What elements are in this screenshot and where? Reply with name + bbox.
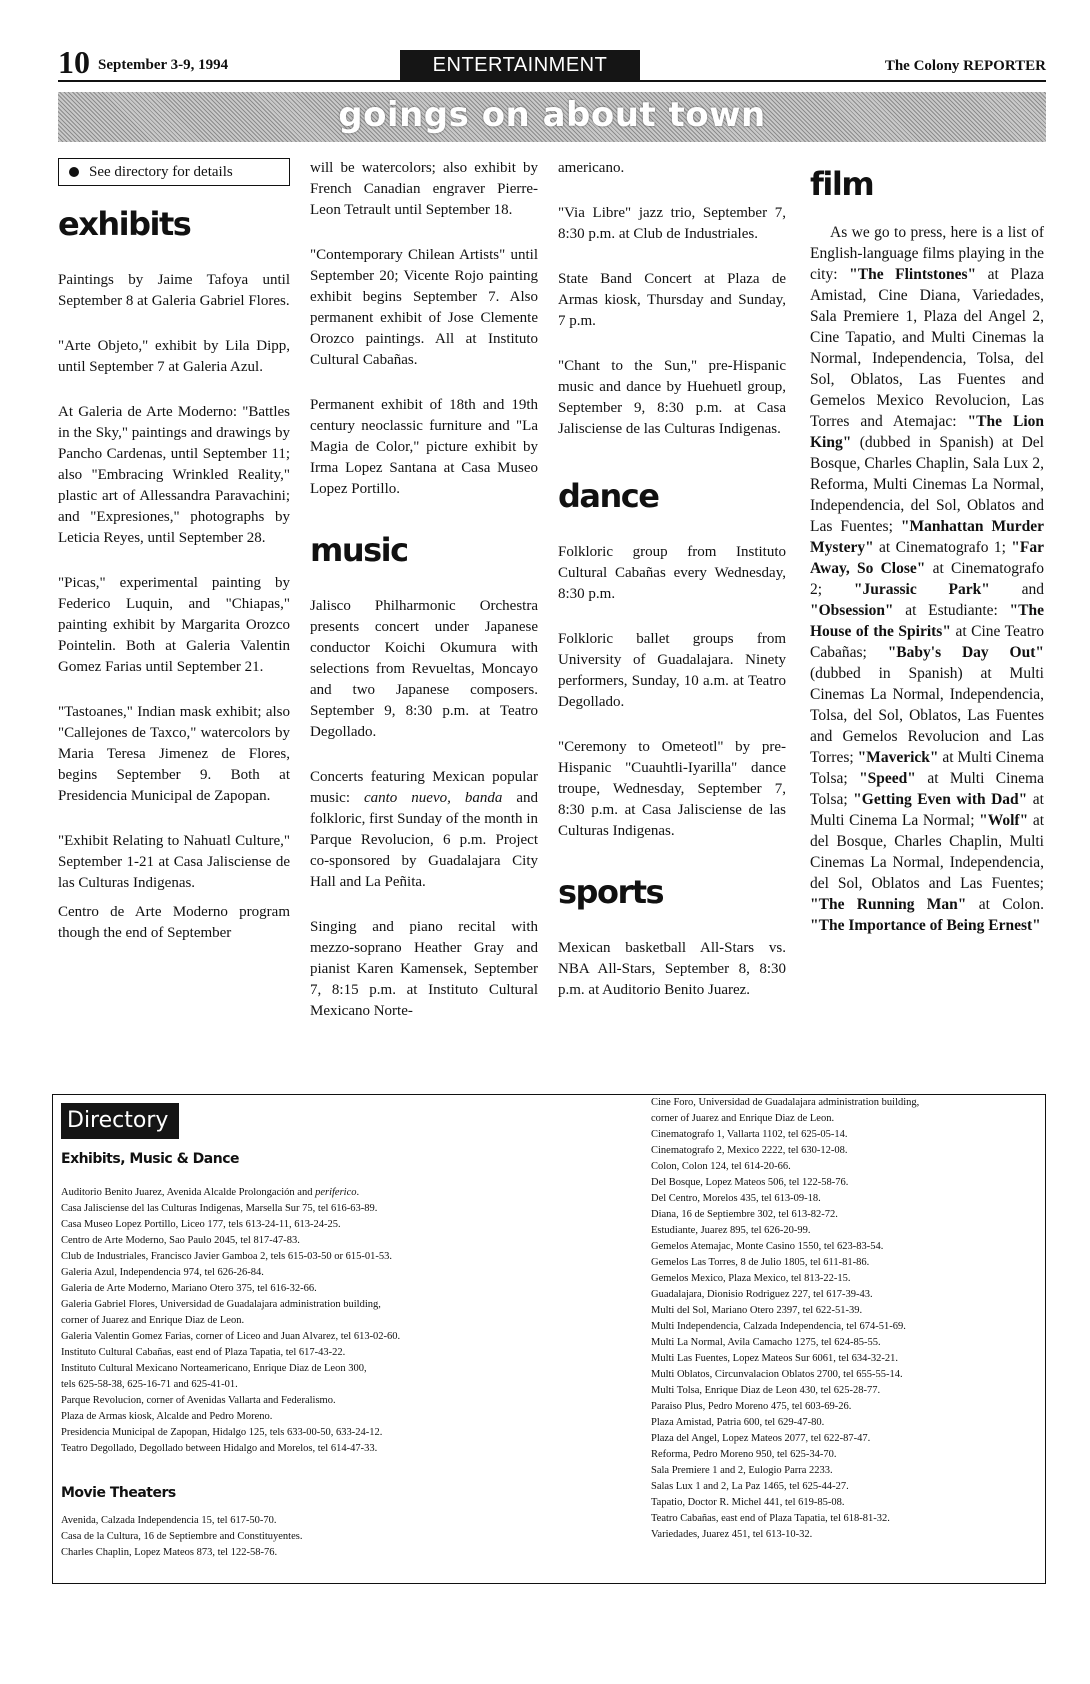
film-title: "The Flintstones" (849, 266, 977, 283)
film-title: "Manhattan Murder Mystery" (810, 518, 1044, 556)
directory-entry: Del Bosque, Lopez Mateos 506, tel 122-58-76. (651, 1177, 849, 1188)
directory-entry: Multi La Normal, Avila Camacho 1275, tel 624-85-55. (651, 1337, 881, 1348)
directory-movies-list-left (61, 1513, 641, 1561)
directory-entry: Club de Industriales, Francisco Javier Gamboa 2, tels 615-03-50 or 615-01-53. (61, 1251, 392, 1262)
music-item: Singing and piano recital with mezzo-soprano Heather Gray and pianist Karen Kamensek, September 7, 8:15 p.m. at Instituto Cultural Mexicano Norte- (310, 919, 538, 1019)
directory-entry: Plaza Amistad, Patria 600, tel 629-47-80. (651, 1417, 825, 1428)
film-text: and (989, 581, 1044, 598)
music-item: "Via Libre" jazz trio, September 7, 8:30 p.m. at Club de Industriales. (558, 205, 786, 242)
directory-entry: Multi Tolsa, Enrique Diaz de Leon 430, tel 625-28-77. (651, 1385, 881, 1396)
masthead-rule (58, 80, 1046, 82)
directory-entry: Del Centro, Morelos 435, tel 613-09-18. (651, 1193, 821, 1204)
column-film (810, 158, 1044, 960)
directory-entry: Multi Las Fuentes, Lopez Mateos Sur 6061, tel 634-32-21. (651, 1353, 899, 1364)
directory-entry: Paraiso Plus, Pedro Moreno 475, tel 603-69-26. (651, 1401, 852, 1412)
dance-item: "Ceremony to Ometeotl" by pre-Hispanic "Cuauhtli-Iyarilla" dance troupe, Wednesday, September 7, 8:30 p.m. at Casa Jalisciense de las Culturas Indigenas. (558, 739, 786, 839)
directory-subheading-movies: Movie Theaters (61, 1485, 176, 1501)
film-text: at Cinematografo 1; (873, 539, 1012, 556)
music-item: State Band Concert at Plaza de Armas kiosk, Thursday and Sunday, 7 p.m. (558, 271, 786, 329)
directory-entry: Salas Lux 1 and 2, La Paz 1465, tel 625-44-27. (651, 1481, 849, 1492)
directory-title: Directory (61, 1103, 179, 1139)
film-text: at del Bosque, Charles Chaplin, Multi Cinemas La Normal, Independencia, del Sol, Oblatos and Las Fuentes; (810, 812, 1045, 892)
directory-entry: Galeria Azul, Independencia 974, tel 626-26-84. (61, 1267, 264, 1278)
film-title: "The Running Man" (810, 896, 967, 913)
directory-entry: corner of Juarez and Enrique Diaz de Leon. (61, 1315, 245, 1326)
directory-entry: Centro de Arte Moderno, Sao Paulo 2045, tel 817-47-83. (61, 1235, 300, 1246)
directory-entry: Guadalajara, Dionisio Rodriguez 227, tel 617-39-43. (651, 1289, 873, 1300)
film-listing (810, 222, 1044, 936)
sports-item: Mexican basketball All-Stars vs. NBA All-Stars, September 8, 8:30 p.m. at Auditorio Benito Juarez. (558, 940, 786, 998)
directory-entry: Reforma, Pedro Moreno 950, tel 625-34-70. (651, 1449, 837, 1460)
music-item: "Chant to the Sun," pre-Hispanic music and dance by Huehuetl group, September 9, 8:30 p.m. at Casa Jalisciense de las Culturas Indigenas. (558, 358, 786, 437)
exhibit-item: "Arte Objeto," exhibit by Lila Dipp, until September 7 at Galeria Azul. (58, 338, 290, 375)
exhibit-item: will be watercolors; also exhibit by French Canadian engraver Pierre-Leon Tetrault until September 18. (310, 160, 538, 218)
directory-entry: Charles Chaplin, Lopez Mateos 873, tel 122-58-76. (61, 1547, 278, 1558)
directory-entry: Galeria Valentin Gomez Farias, corner of Liceo and Juan Alvarez, tel 613-02-60. (61, 1331, 401, 1342)
film-text: As we go to press, here is a list of English-language films playing in the city: (810, 224, 1044, 283)
directory-entry: Instituto Cultural Mexicano Norteamericano, Enrique Diaz de Leon 300, (61, 1363, 367, 1374)
directory-entry: Teatro Cabañas, east end of Plaza Tapatia, tel 618-81-32. (651, 1513, 890, 1524)
directory-entry: corner of Juarez and Enrique Diaz de Leon. (651, 1113, 835, 1124)
directory-subheading-exhibits: Exhibits, Music & Dance (61, 1151, 240, 1167)
directory-entry: Avenida, Calzada Independencia 15, tel 617-50-70. (61, 1515, 277, 1526)
film-title: "Speed" (859, 770, 916, 787)
column-music (310, 158, 538, 1046)
directory-entry: Cine Foro, Universidad de Guadalajara administration building, (651, 1097, 920, 1108)
directory-entry: Diana, 16 de Septiembre 302, tel 613-82-72. (651, 1209, 838, 1220)
exhibit-item: Permanent exhibit of 18th and 19th century neoclassic furniture and "La Magia de Color," picture exhibit by Irma Lopez Santana at Casa Museo Lopez Portillo. (310, 397, 538, 497)
dance-heading: dance (558, 477, 659, 515)
film-text: at Estudiante: (893, 602, 1010, 619)
directory-entry: Multi del Sol, Mariano Otero 2397, tel 622-51-39. (651, 1305, 863, 1316)
film-title: "Far Away, So Close" (810, 539, 1044, 577)
film-title: "Wolf" (979, 812, 1029, 829)
column-exhibits (58, 158, 290, 968)
directory-entry: Colon, Colon 124, tel 614-20-66. (651, 1161, 791, 1172)
directory-entry: Instituto Cultural Cabañas, east end of Plaza Tapatia, tel 617-43-22. (61, 1347, 346, 1358)
directory-entry: Multi Oblatos, Circunvalacion Oblatos 2700, tel 655-55-14. (651, 1369, 903, 1380)
directory-entry: Casa Jalisciense del las Culturas Indigenas, Marsella Sur 75, tel 616-63-89. (61, 1203, 378, 1214)
music-heading: music (310, 531, 408, 569)
film-text: (dubbed in Spanish) at Del Bosque, Charles Chaplin, Sala Lux 2, Reforma, Multi Cinemas La Normal, Independencia, del Sol, Oblatos and Las Fuentes; (810, 434, 1044, 535)
film-title: "The House of the Spirits" (810, 602, 1044, 640)
exhibit-item: "Exhibit Relating to Nahuatl Culture," September 1-21 at Casa Jalisciense de las Culturas Indigenas. (58, 833, 290, 891)
directory-entry: Multi Independencia, Calzada Independencia, tel 674-51-69. (651, 1321, 906, 1332)
directory-entry: Parque Revolucion, corner of Avenidas Vallarta and Federalismo. (61, 1395, 336, 1406)
directory-entry-text: Auditorio Benito Juarez, Avenida Alcalde Prolongación and (61, 1187, 316, 1198)
directory-entry: Tapatio, Doctor R. Michel 441, tel 619-85-08. (651, 1497, 845, 1508)
directory-entry-italic: periferico (315, 1187, 357, 1198)
directory-entry: Casa de la Cultura, 16 de Septiembre and Constituyentes. (61, 1531, 303, 1542)
directory-entry: Estudiante, Juarez 895, tel 626-20-99. (651, 1225, 811, 1236)
film-text: at Plaza Amistad, Cine Diana, Variedades, Sala Premiere 1, Plaza del Angel 2, Cine Tapatio, and Multi Cinemas la Normal, Independencia, Tolsa, del Sol, Oblatos, Las Fuentes and Gemelos Mexico Revolucion, Las Torres and Atemajac: (810, 266, 1044, 430)
directory-entry: Cinematografo 1, Vallarta 1102, tel 625-05-14. (651, 1129, 848, 1140)
section-label: ENTERTAINMENT (400, 50, 640, 80)
exhibit-item: "Tastoanes," Indian mask exhibit; also "Callejones de Taxco," watercolors by Maria Teresa Jimenez de Flores, begins September 9. Both at Presidencia Municipal de Zapopan. (58, 704, 290, 804)
directory-movies-list-right (651, 1095, 1041, 1543)
masthead (58, 44, 1046, 80)
directory-entry: Casa Museo Lopez Portillo, Liceo 177, tels 613-24-11, 613-24-25. (61, 1219, 341, 1230)
directory-entry: Plaza del Angel, Lopez Mateos 2077, tel 622-87-47. (651, 1433, 871, 1444)
directory-entry: Plaza de Armas kiosk, Alcalde and Pedro Moreno. (61, 1411, 273, 1422)
film-text: at Multi Cinema Tolsa; (810, 770, 1044, 808)
exhibit-item: "Picas," experimental painting by Federico Luquin, and "Chiapas," painting exhibit by Margarita Orozco Pointelin. Both at Galeria Valentin Gomez Farias until September 21. (58, 575, 290, 675)
directory-entry: Sala Premiere 1 and 2, Eulogio Parra 2233. (651, 1465, 833, 1476)
directory-exhibits-list (61, 1185, 641, 1457)
sports-heading: sports (558, 873, 664, 911)
film-text: at Multi Cinema Tolsa; (810, 749, 1044, 787)
directory-entry: tels 625-58-38, 625-16-71 and 625-41-01. (61, 1379, 238, 1390)
dance-item: Folkloric ballet groups from University of Guadalajara. Ninety performers, Sunday, 10 a.m. at Teatro Degollado. (558, 631, 786, 710)
directory-entry: Galeria de Arte Moderno, Mariano Otero 375, tel 616-32-66. (61, 1283, 317, 1294)
page-number: 10 (58, 44, 90, 80)
exhibit-item: Centro de Arte Moderno program though the end of September (58, 904, 290, 941)
directory-entry: Cinematografo 2, Mexico 2222, tel 630-12-08. (651, 1145, 848, 1156)
directory-box (52, 1094, 1046, 1584)
film-text: at Cine Teatro Cabañas; (810, 623, 1044, 661)
directory-entry (61, 1185, 641, 1201)
film-title: "Maverick" (857, 749, 939, 766)
publication-name: The Colony REPORTER (884, 58, 1046, 74)
concert-genres: canto nuevo, banda (363, 790, 503, 806)
film-heading: film (810, 165, 874, 203)
exhibit-item: At Galeria de Arte Moderno: "Battles in the Sky," paintings and drawings by Pancho Cardenas, until September 11; also "Embracing Wrinkled Reality," plastic art of Allessandra Paravachini; and "Expresiones," photographs by Leticia Reyes, until September 28. (58, 404, 290, 546)
film-title: "Jurassic Park" (853, 581, 990, 598)
music-item (310, 767, 538, 893)
issue-date: September 3-9, 1994 (98, 57, 229, 73)
film-title: "The Importance of Being Ernest" (810, 917, 1041, 934)
directory-entry: Presidencia Municipal de Zapopan, Hidalgo 125, tels 633-00-50, 633-24-12. (61, 1427, 383, 1438)
film-text: (dubbed in Spanish) at Multi Cinemas La Normal, Independencia, Tolsa, del Sol, Oblatos, Las Fuentes and Gemelos Revolucion and Las Torres; (810, 665, 1044, 766)
bullet-icon (69, 167, 79, 177)
directory-entry-text: . (356, 1187, 360, 1198)
film-title: "Getting Even with Dad" (853, 791, 1028, 808)
film-title: "The Lion King" (810, 413, 1044, 451)
directory-entry: Teatro Degollado, Degollado between Hidalgo and Morelos, tel 614-47-33. (61, 1443, 378, 1454)
directory-note: See directory for details (89, 164, 233, 180)
film-text: at Colon. (966, 896, 1044, 913)
film-text: at Multi Cinema La Normal; (810, 791, 1044, 829)
film-text: at Cinematografo 2; (810, 560, 1044, 598)
music-item: Jalisco Philharmonic Orchestra presents concert under Japanese conductor Koichi Okumura with selections from Revueltas, Moncayo and two Japanese composers. September 9, 8:30 p.m. at Teatro Degollado. (310, 598, 538, 740)
dance-item: Folkloric group from Instituto Cultural Cabañas every Wednesday, 8:30 p.m. (558, 544, 786, 602)
directory-entry: Galeria Gabriel Flores, Universidad de Guadalajara administration building, (61, 1299, 381, 1310)
column-dance-sports (558, 158, 786, 1025)
section-banner (58, 92, 1046, 142)
concert-text: Concerts featuring Mexican popular music: (310, 769, 538, 806)
directory-entry: Gemelos Atemajac, Monte Casino 1550, tel 623-83-54. (651, 1241, 884, 1252)
film-title: "Baby's Day Out" (887, 644, 1044, 661)
directory-note-box (58, 158, 290, 186)
exhibit-item: Paintings by Jaime Tafoya until September 8 at Galeria Gabriel Flores. (58, 272, 290, 309)
directory-entry: Gemelos Las Torres, 8 de Julio 1805, tel 611-81-86. (651, 1257, 870, 1268)
music-item: americano. (558, 160, 625, 176)
exhibit-item: "Contemporary Chilean Artists" until September 20; Vicente Rojo painting exhibit begins September 7. Also permanent exhibit of Jose Clemente Orozco paintings. All at Instituto Cultural Cabañas. (310, 247, 538, 368)
exhibits-heading: exhibits (58, 205, 191, 243)
banner-title: goings on about town (338, 95, 766, 135)
film-title: "Obsession" (810, 602, 894, 619)
directory-entry: Gemelos Mexico, Plaza Mexico, tel 813-22-15. (651, 1273, 851, 1284)
directory-entry: Variedades, Juarez 451, tel 613-10-32. (651, 1529, 813, 1540)
concert-text-rest: and folkloric, first Sunday of the month in Parque Revolucion, 6 p.m. Project co-sponsored by Guadalajara City Hall and La Peñita. (310, 790, 538, 890)
